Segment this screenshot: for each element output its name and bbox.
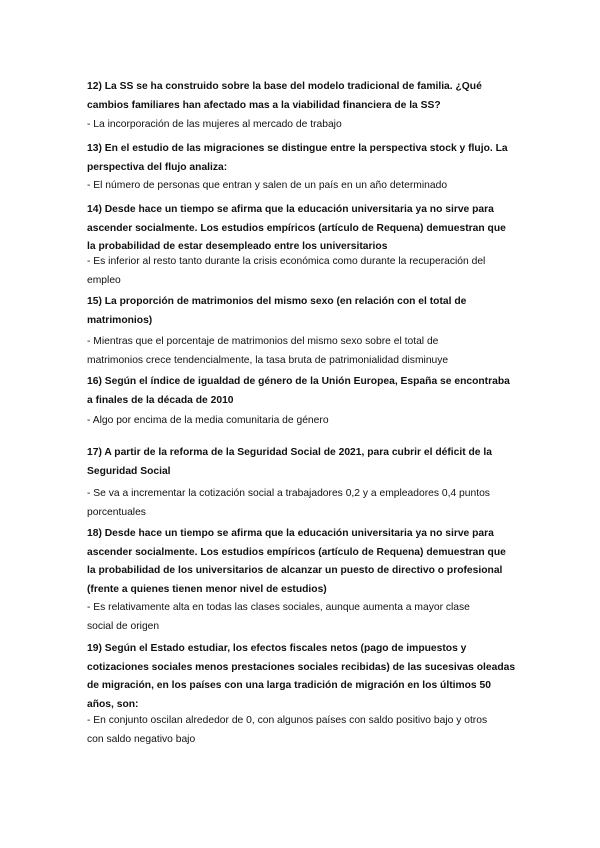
answer-13 [87, 177, 527, 196]
question-line: cotizaciones sociales menos prestaciones sociales recibidas) de las sucesivas oleadas [87, 661, 516, 673]
question-line: la probabilidad de estar desempleado entre los universitarios [87, 241, 388, 252]
question-17 [87, 444, 527, 481]
answer-19 [87, 712, 527, 749]
question-13 [87, 140, 527, 177]
question-line: 12) La SS se ha construido sobre la base del modelo tradicional de familia. ¿Qué [87, 81, 482, 92]
question-line: cambios familiares han afectado mas a la viabilidad financiera de la SS? [87, 99, 441, 111]
answer-line: - Es relativamente alta en todas las clases sociales, aunque aumenta a mayor clase [87, 602, 470, 613]
question-line: años, son: [87, 698, 139, 710]
question-line: de migración, en los países con una larga tradición de migración en los últimos 50 [87, 680, 491, 691]
answer-12 [87, 116, 527, 135]
question-18 [87, 525, 527, 599]
answer-18 [87, 599, 527, 636]
question-line: ascender socialmente. Los estudios empíricos (artículo de Requena) demuestran que [87, 546, 506, 558]
answer-14 [87, 253, 527, 290]
answer-line: - En conjunto oscilan alrededor de 0, con algunos países con saldo positivo bajo y otros [87, 715, 488, 726]
question-line: Seguridad Social [87, 465, 171, 477]
answer-17 [87, 485, 527, 522]
question-line: 13) En el estudio de las migraciones se distingue entre la perspectiva stock y flujo. La [87, 143, 508, 154]
question-line: 19) Según el Estado estudiar, los efectos fiscales netos (pago de impuestos y [87, 643, 467, 654]
question-line: 18) Desde hace un tiempo se afirma que la educación universitaria ya no sirve para [87, 528, 494, 539]
answer-line: porcentuales [87, 506, 146, 518]
question-19 [87, 640, 527, 714]
question-15 [87, 293, 527, 330]
answer-line: - Es inferior al resto tanto durante la crisis económica como durante la recuperación del [87, 256, 486, 267]
answer-line: empleo [87, 274, 121, 286]
question-12 [87, 78, 527, 115]
answer-16 [87, 412, 527, 431]
question-line: ascender socialmente. Los estudios empíricos (artículo de Requena) demuestran que [87, 222, 506, 234]
answer-line: - La incorporación de las mujeres al mercado de trabajo [87, 119, 342, 130]
answer-line: - El número de personas que entran y salen de un país en un año determinado [87, 180, 448, 191]
answer-line: - Algo por encima de la media comunitaria de género [87, 415, 329, 426]
question-14 [87, 201, 527, 257]
question-line: 17) A partir de la reforma de la Seguridad Social de 2021, para cubrir el déficit de la [87, 447, 492, 458]
answer-line: - Mientras que el porcentaje de matrimonios del mismo sexo sobre el total de [87, 336, 439, 347]
question-line: perspectiva del flujo analiza: [87, 161, 228, 173]
answer-line: social de origen [87, 620, 160, 632]
question-line: 14) Desde hace un tiempo se afirma que la educación universitaria ya no sirve para [87, 204, 494, 215]
question-line: 15) La proporción de matrimonios del mismo sexo (en relación con el total de [87, 296, 467, 307]
question-line: 16) Según el índice de igualdad de género de la Unión Europea, España se encontraba [87, 376, 510, 387]
answer-15 [87, 333, 527, 370]
question-line: matrimonios) [87, 314, 153, 326]
answer-line: - Se va a incrementar la cotización social a trabajadores 0,2 y a empleadores 0,4 puntos [87, 488, 490, 499]
question-line: a finales de la década de 2010 [87, 394, 234, 406]
answer-line: matrimonios crece tendencialmente, la tasa bruta de patrimonialidad disminuye [87, 354, 449, 366]
question-16 [87, 373, 527, 410]
question-line: la probabilidad de los universitarios de alcanzar un puesto de directivo o profesional [87, 565, 503, 576]
answer-line: con saldo negativo bajo [87, 733, 196, 745]
question-line: (frente a quienes tienen menor nivel de estudios) [87, 583, 327, 595]
